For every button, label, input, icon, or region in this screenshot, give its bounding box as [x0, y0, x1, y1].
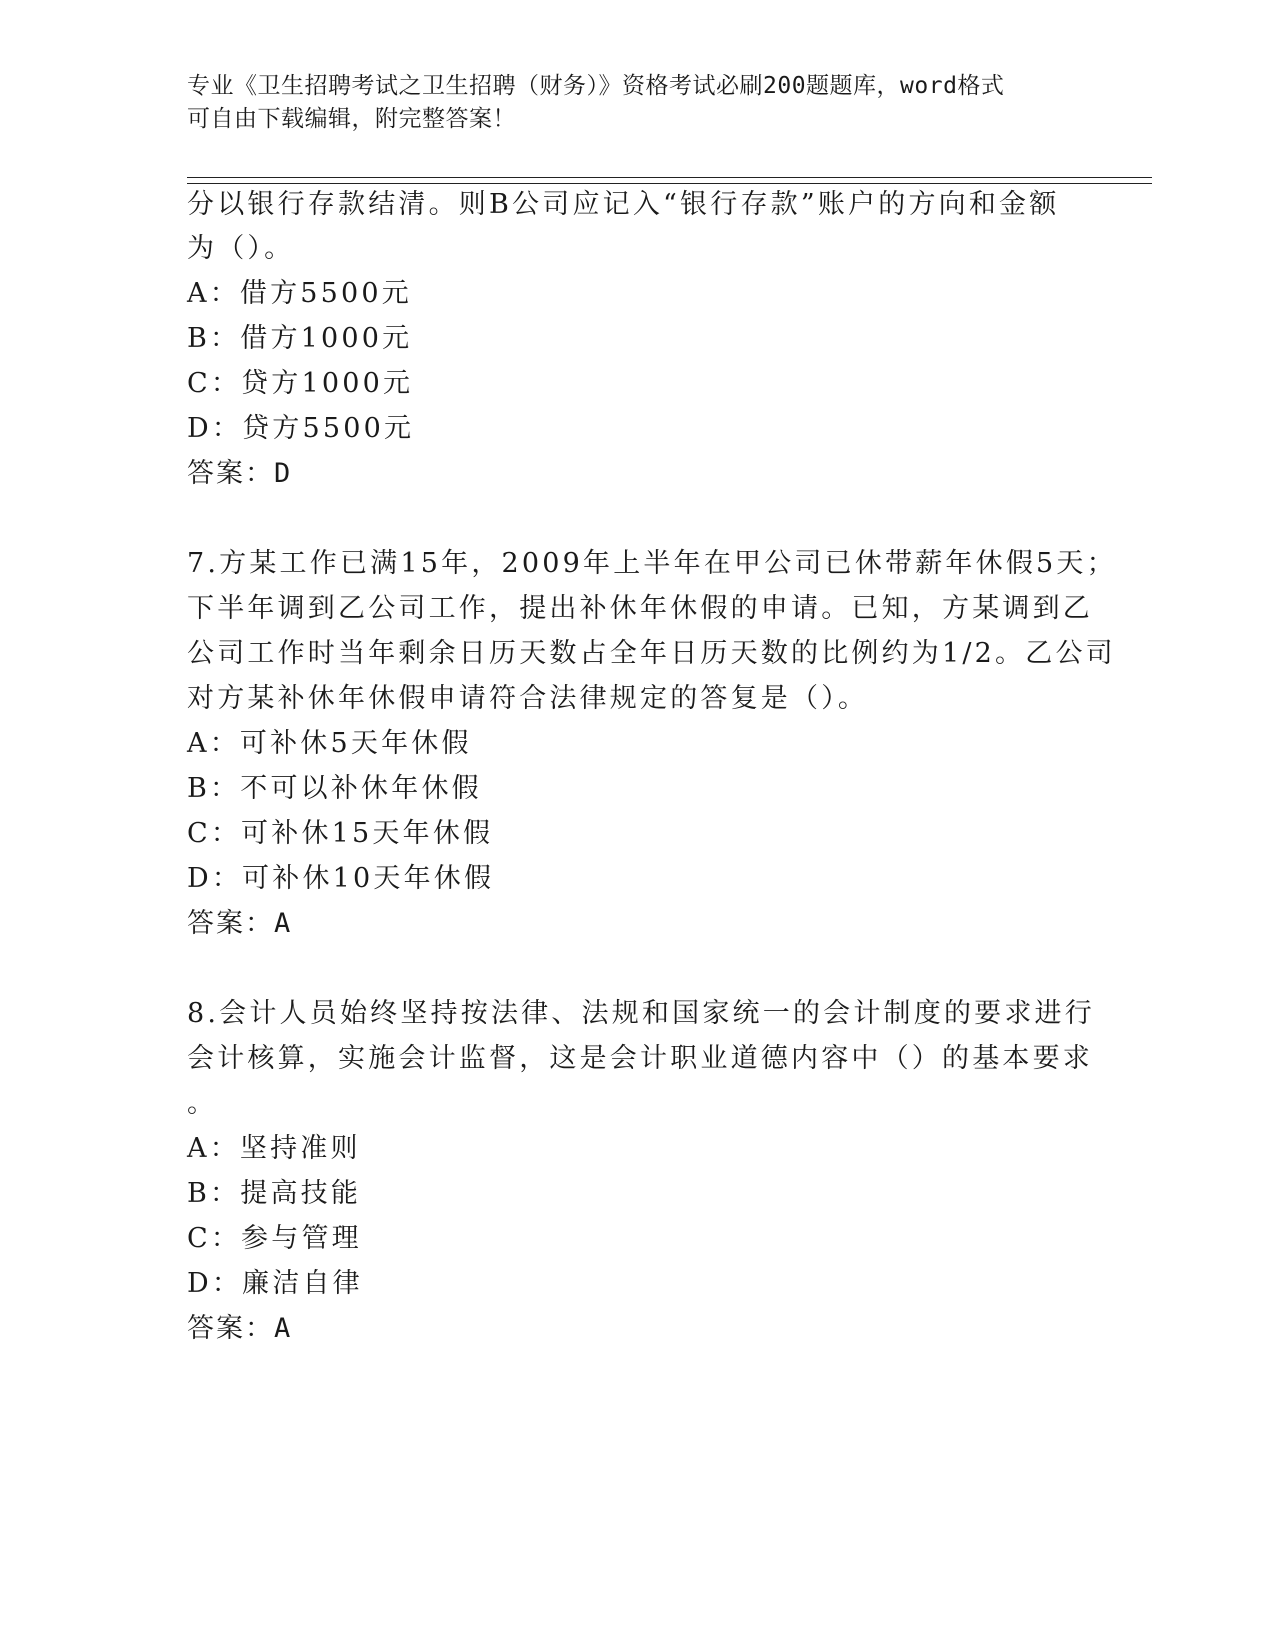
q6-stem-line-2: 为（）。	[187, 233, 295, 264]
q6-option-b: B：借方1000元	[187, 323, 413, 354]
header-line-1: 专业《卫生招聘考试之卫生招聘（财务）》资格考试必刷200题题库，word格式	[187, 73, 1005, 99]
q8-stem-line-3: 。	[187, 1088, 218, 1119]
header-rule-bottom	[187, 183, 1152, 184]
q8-answer: 答案：A	[187, 1313, 293, 1344]
q6-stem-line-1: 分以银行存款结清。则B公司应记入“银行存款”账户的方向和金额	[187, 189, 1060, 220]
q7-option-c: C：可补休15天年休假	[187, 818, 494, 849]
q8-stem-line-1: 8.会计人员始终坚持按法律、法规和国家统一的会计制度的要求进行	[187, 998, 1095, 1029]
q7-stem-line-1: 7.方某工作已满15年，2009年上半年在甲公司已休带薪年休假5天；	[187, 548, 1117, 579]
q7-option-d: D：可补休10天年休假	[187, 863, 495, 894]
q6-option-a: A：借方5500元	[187, 278, 413, 309]
q8-option-b: B：提高技能	[187, 1178, 362, 1209]
q7-stem-line-4: 对方某补休年休假申请符合法律规定的答复是（）。	[187, 683, 869, 714]
q7-stem-line-2: 下半年调到乙公司工作，提出补休年休假的申请。已知，方某调到乙	[187, 593, 1093, 624]
q6-option-c: C：贷方1000元	[187, 368, 414, 399]
q8-option-a: A：坚持准则	[187, 1133, 361, 1164]
header-line-2: 可自由下载编辑，附完整答案！	[187, 106, 516, 132]
q7-stem-line-3: 公司工作时当年剩余日历天数占全年日历天数的比例约为1/2。乙公司	[187, 638, 1116, 669]
q8-stem-line-2: 会计核算，实施会计监督，这是会计职业道德内容中（）的基本要求	[187, 1043, 1093, 1074]
q6-answer: 答案：D	[187, 458, 293, 489]
header-rule-top	[187, 177, 1152, 178]
q7-option-a: A：可补休5天年休假	[187, 728, 472, 759]
q8-option-d: D：廉洁自律	[187, 1268, 363, 1299]
q7-answer: 答案：A	[187, 908, 293, 939]
q6-option-d: D：贷方5500元	[187, 413, 415, 444]
q7-option-b: B：不可以补休年休假	[187, 773, 482, 804]
document-header	[187, 70, 1087, 136]
q8-option-c: C：参与管理	[187, 1223, 362, 1254]
